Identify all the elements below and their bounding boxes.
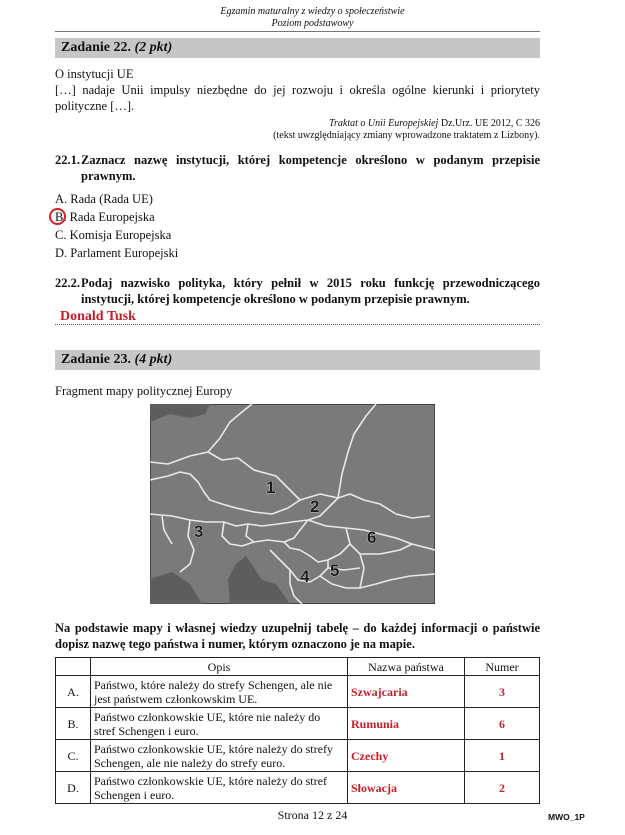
row-description: Państwo, które należy do strefy Schengen, ale nie jest państwem członkowskim UE. <box>91 676 348 708</box>
task-22-title: Zadanie 22. <box>61 40 132 55</box>
row-description: Państwo członkowskie UE, które należy do strefy Schengen, ale nie należy do strefy euro. <box>91 740 348 772</box>
option-c[interactable] <box>55 227 540 243</box>
task-23-instruction: Na podstawie mapy i własnej wiedzy uzupełnij tabelę – do każdej informacji o państwie dopisz nazwę tego państwa i numer, którym oznaczono je na mapie. <box>55 621 540 651</box>
row-description: Państwo członkowskie UE, które należy do stref Schengen i euro. <box>91 772 348 804</box>
option-b[interactable] <box>55 209 540 225</box>
table-header-number: Numer <box>465 658 540 676</box>
map-label-4: 4 <box>300 567 310 586</box>
row-letter: D. <box>56 772 91 804</box>
table-header-country: Nazwa państwa <box>348 658 465 676</box>
selected-answer-circle <box>49 208 66 225</box>
task-22-points: (2 pkt) <box>134 40 173 55</box>
map-label-3: 3 <box>194 522 204 541</box>
question-22-2-text: Podaj nazwisko polityka, który pełnił w 2015 roku funkcję przewodniczącego instytucji, której kompetencje określono w podanym przepisie prawnym. <box>81 276 540 306</box>
row-number-answer[interactable]: 3 <box>465 676 540 708</box>
task-23-points: (4 pkt) <box>134 352 173 367</box>
option-d-text: Parlament Europejski <box>70 246 179 260</box>
row-country-answer[interactable]: Słowacja <box>348 772 465 804</box>
table-header-description: Opis <box>91 658 348 676</box>
row-number-answer[interactable]: 6 <box>465 708 540 740</box>
citation-note: (tekst uwzględniający zmiany wprowadzone traktatem z Lizbony). <box>273 130 540 141</box>
row-letter: C. <box>56 740 91 772</box>
question-22-2 <box>55 275 540 309</box>
row-letter: B. <box>56 708 91 740</box>
option-a-text: Rada (Rada UE) <box>70 192 153 206</box>
table-row <box>56 772 540 804</box>
task-22-header <box>55 38 540 58</box>
task-23-header <box>55 350 540 370</box>
page-number: Strona 12 z 24 <box>277 808 348 822</box>
table-header-row <box>56 658 540 676</box>
option-a[interactable] <box>55 191 540 207</box>
table-header-empty <box>56 658 91 676</box>
table-row <box>56 676 540 708</box>
row-country-answer[interactable]: Szwajcaria <box>348 676 465 708</box>
answer-22-2[interactable]: Donald Tusk <box>60 309 136 324</box>
table-row <box>56 708 540 740</box>
table-row <box>56 740 540 772</box>
row-number-answer[interactable]: 2 <box>465 772 540 804</box>
exam-code: MWO_1P <box>548 812 585 822</box>
citation-title: Traktat o Unii Europejskiej <box>328 118 439 129</box>
answer-line <box>55 324 540 325</box>
option-c-text: Komisja Europejska <box>69 228 172 242</box>
question-22-2-number: 22.2. <box>55 276 80 290</box>
header-divider <box>55 31 540 32</box>
row-number-answer[interactable]: 1 <box>465 740 540 772</box>
exam-title: Egzamin maturalny z wiedzy o społeczeństwie <box>220 6 405 17</box>
option-d-letter: D. <box>55 246 68 260</box>
task-23-title: Zadanie 23. <box>61 352 132 367</box>
row-country-answer[interactable]: Czechy <box>348 740 465 772</box>
map-label-6: 6 <box>367 528 377 547</box>
option-b-letter: B. <box>55 210 67 224</box>
source-title: O instytucji UE <box>55 67 134 81</box>
source-quote: […] nadaje Unii impulsy niezbędne do jej rozwoju i określa ogólne kierunki i priorytety polityczne […]. <box>55 83 540 113</box>
option-b-text: Rada Europejska <box>69 210 155 224</box>
source-citation <box>55 118 540 130</box>
europe-map <box>150 404 435 604</box>
option-a-letter: A. <box>55 192 68 206</box>
row-letter: A. <box>56 676 91 708</box>
row-country-answer[interactable]: Rumunia <box>348 708 465 740</box>
question-22-1-number: 22.1. <box>55 153 80 167</box>
map-label-1: 1 <box>266 478 276 497</box>
option-d[interactable] <box>55 245 540 261</box>
citation-ref: Dz.Urz. UE 2012, C 326 <box>438 118 540 129</box>
map-label-5: 5 <box>330 561 340 580</box>
question-22-1 <box>55 152 540 186</box>
answer-table <box>55 657 540 804</box>
map-caption: Fragment mapy politycznej Europy <box>55 384 233 398</box>
option-c-letter: C. <box>55 228 67 242</box>
row-description: Państwo członkowskie UE, które nie należy do stref Schengen i euro. <box>91 708 348 740</box>
map-label-2: 2 <box>310 497 320 516</box>
exam-level: Poziom podstawowy <box>271 18 354 29</box>
question-22-1-text: Zaznacz nazwę instytucji, której kompetencje określono w podanym przepisie prawnym. <box>81 153 540 183</box>
